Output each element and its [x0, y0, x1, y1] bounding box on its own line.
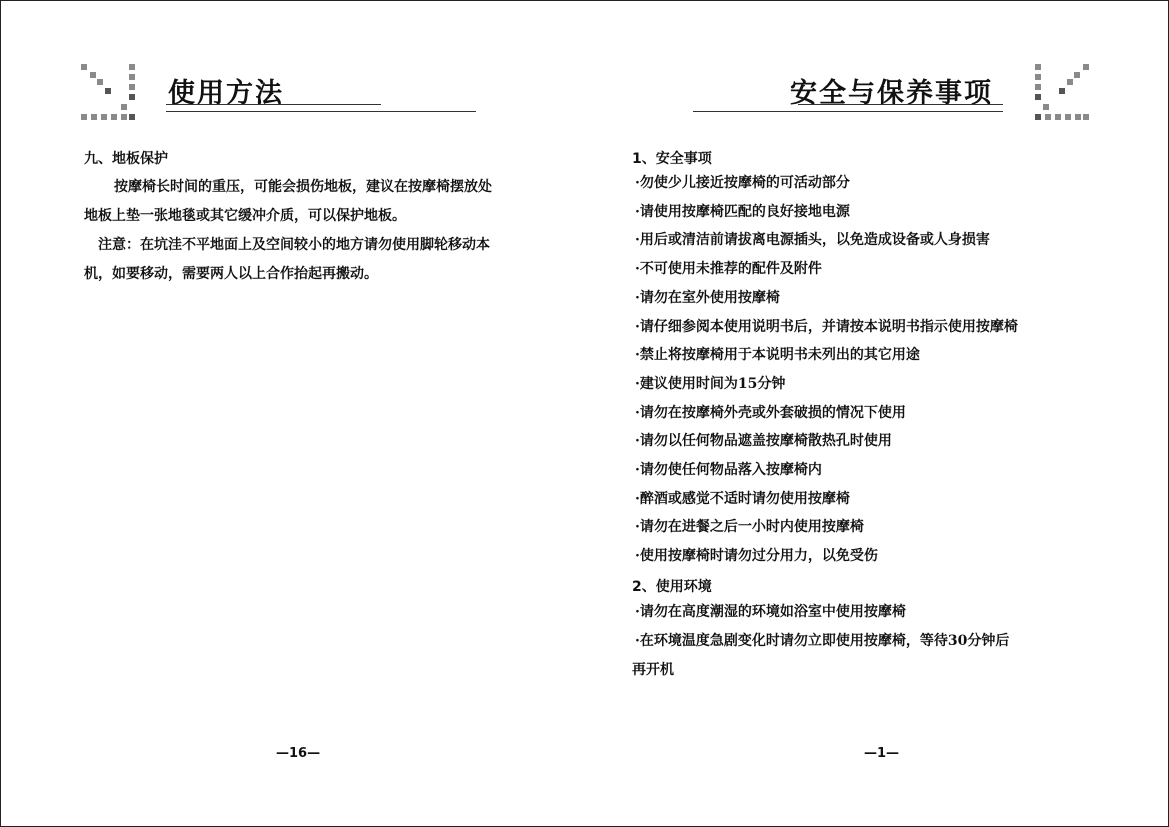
right-page	[585, 1, 1168, 826]
note-line: 注意：在坑洼不平地面上及空间较小的地方请勿使用脚轮移动本	[98, 237, 490, 253]
list-item: ·请勿在高度潮湿的环境如浴室中使用按摩椅	[635, 604, 906, 620]
header-rule	[693, 111, 1003, 112]
list-item: ·请使用按摩椅匹配的良好接地电源	[635, 203, 850, 220]
list-item: ·请勿在进餐之后一小时内使用按摩椅	[635, 519, 864, 536]
list-item: ·请勿使任何物品落入按摩椅内	[635, 462, 822, 478]
title-underline	[798, 104, 1003, 105]
section-heading: 2、使用环境	[632, 579, 712, 595]
list-item: ·建议使用时间为15分钟	[635, 375, 786, 392]
section-heading: 1、安全事项	[632, 151, 712, 167]
list-item: ·用后或清洁前请拔离电源插头，以免造成设备或人身损害	[635, 232, 990, 249]
list-item: ·不可使用未推荐的配件及附件	[635, 261, 822, 278]
left-page	[1, 1, 585, 826]
list-item: ·请勿在室外使用按摩椅	[635, 289, 780, 306]
list-item: ·在环境温度急剧变化时请勿立即使用按摩椅，等待30分钟后	[635, 633, 1010, 649]
list-item: ·勿使少儿接近按摩椅的可活动部分	[635, 175, 850, 191]
page-number: —16—	[276, 746, 321, 761]
paragraph-line: 地板上垫一张地毯或其它缓冲介质，可以保护地板。	[84, 208, 406, 224]
list-item: ·醉酒或感觉不适时请勿使用按摩椅	[635, 490, 850, 507]
paragraph-line: 按摩椅长时间的重压，可能会损伤地板，建议在按摩椅摆放处	[114, 179, 492, 195]
page-title: 使用方法	[168, 78, 284, 109]
note-line: 机，如要移动，需要两人以上合作抬起再搬动。	[84, 266, 378, 282]
list-item-continuation: 再开机	[632, 662, 674, 678]
page-title: 安全与保养事项	[790, 78, 993, 109]
corner-pixel-logo	[1035, 64, 1091, 122]
list-item: ·禁止将按摩椅用于本说明书未列出的其它用途	[635, 347, 920, 364]
page-number: —1—	[864, 746, 900, 761]
title-underline	[166, 104, 381, 105]
section-heading: 九、地板保护	[84, 151, 168, 167]
list-item: ·请勿在按摩椅外壳或外套破损的情况下使用	[635, 404, 906, 421]
list-item: ·请勿以任何物品遮盖按摩椅散热孔时使用	[635, 433, 892, 450]
list-item: ·请仔细参阅本使用说明书后，并请按本说明书指示使用按摩椅	[635, 318, 1018, 335]
header-rule	[166, 111, 476, 112]
corner-pixel-logo	[81, 64, 137, 122]
list-item: ·使用按摩椅时请勿过分用力，以免受伤	[635, 548, 878, 565]
